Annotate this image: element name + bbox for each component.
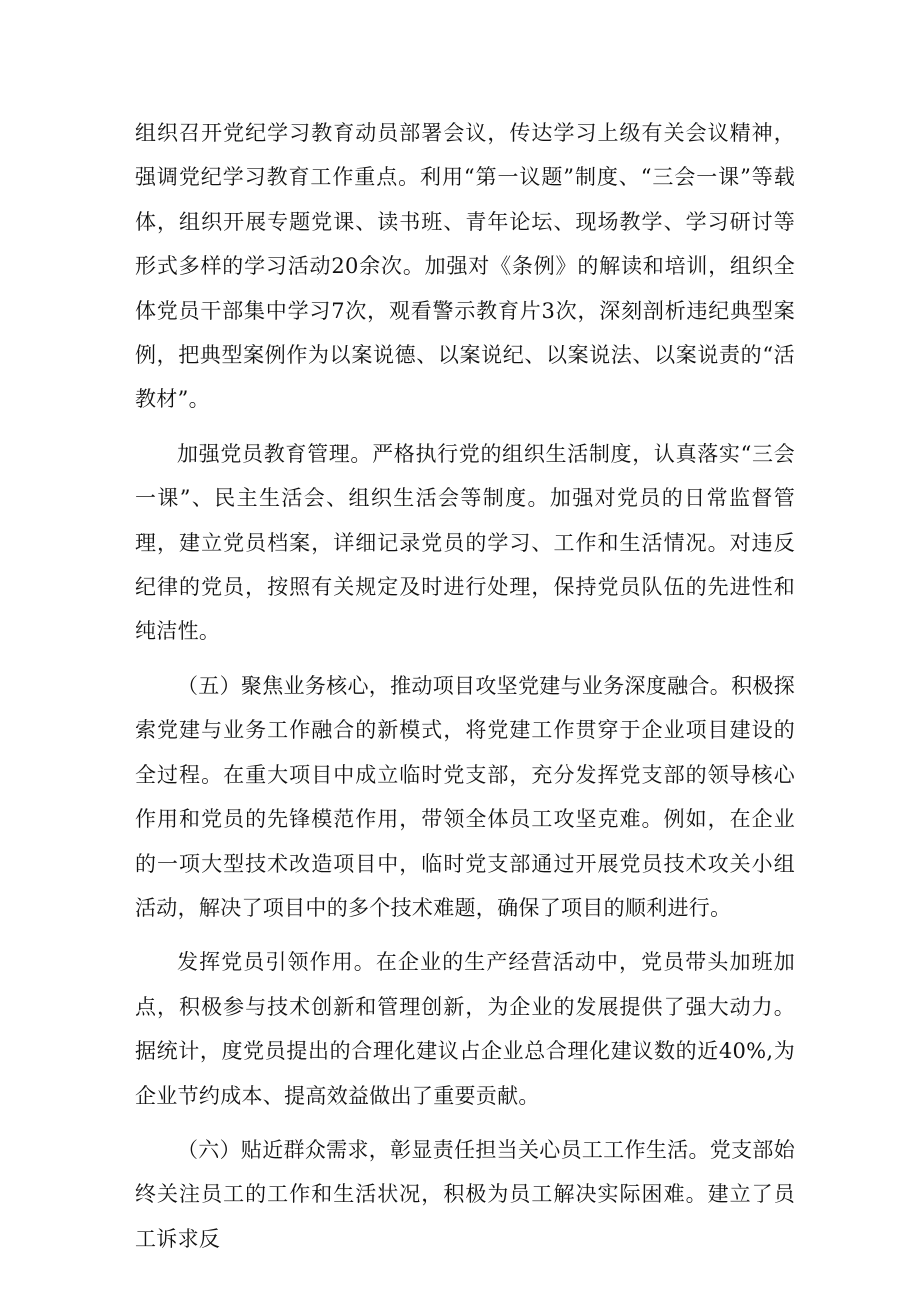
- document-body: [135, 111, 795, 1261]
- paragraph-section-five-business-integration: （五）聚焦业务核心，推动项目攻坚党建与业务深度融合。积极探索党建与业务工作融合的新模式，将党建工作贯穿于企业项目建设的全过程。在重大项目中成立临时党支部，充分发挥党支部的领导核心作用和党员的先锋模范作用，带领全体员工攻坚克难。例如，在企业的一项大型技术改造项目中，临时党支部通过开展党员技术攻关小组活动，解决了项目中的多个技术难题，确保了项目的顺利进行。: [135, 673, 795, 920]
- paragraph-section-six-employee-care: （六）贴近群众需求，彰显责任担当关心员工工作生活。党支部始终关注员工的工作和生活状况，积极为员工解决实际困难。建立了员工诉求反: [135, 1137, 795, 1251]
- paragraph-party-member-management: 加强党员教育管理。严格执行党的组织生活制度，认真落实“三会一课”、民主生活会、组织生活会等制度。加强对党员的日常监督管理，建立党员档案，详细记录党员的学习、工作和生活情况。对违反纪律的党员，按照有关规定及时进行处理，保持党员队伍的先进性和纯洁性。: [135, 441, 795, 644]
- paragraph-party-member-leadership: 发挥党员引领作用。在企业的生产经营活动中，党员带头加班加点，积极参与技术创新和管理创新，为企业的发展提供了强大动力。据统计，度党员提出的合理化建议占企业总合理化建议数的近40%,为企业节约成本、提高效益做出了重要贡献。: [135, 950, 795, 1108]
- paragraph-party-discipline-education: 组织召开党纪学习教育动员部署会议，传达学习上级有关会议精神，强调党纪学习教育工作重点。利用“第一议题”制度、“三会一课”等载体，组织开展专题党课、读书班、青年论坛、现场教学、学习研讨等形式多样的学习活动20余次。加强对《条例》的解读和培训，组织全体党员干部集中学习7次，观看警示教育片3次，深刻剖析违纪典型案例，把典型案例作为以案说德、以案说纪、以案说法、以案说责的“活教材”。: [135, 121, 795, 412]
